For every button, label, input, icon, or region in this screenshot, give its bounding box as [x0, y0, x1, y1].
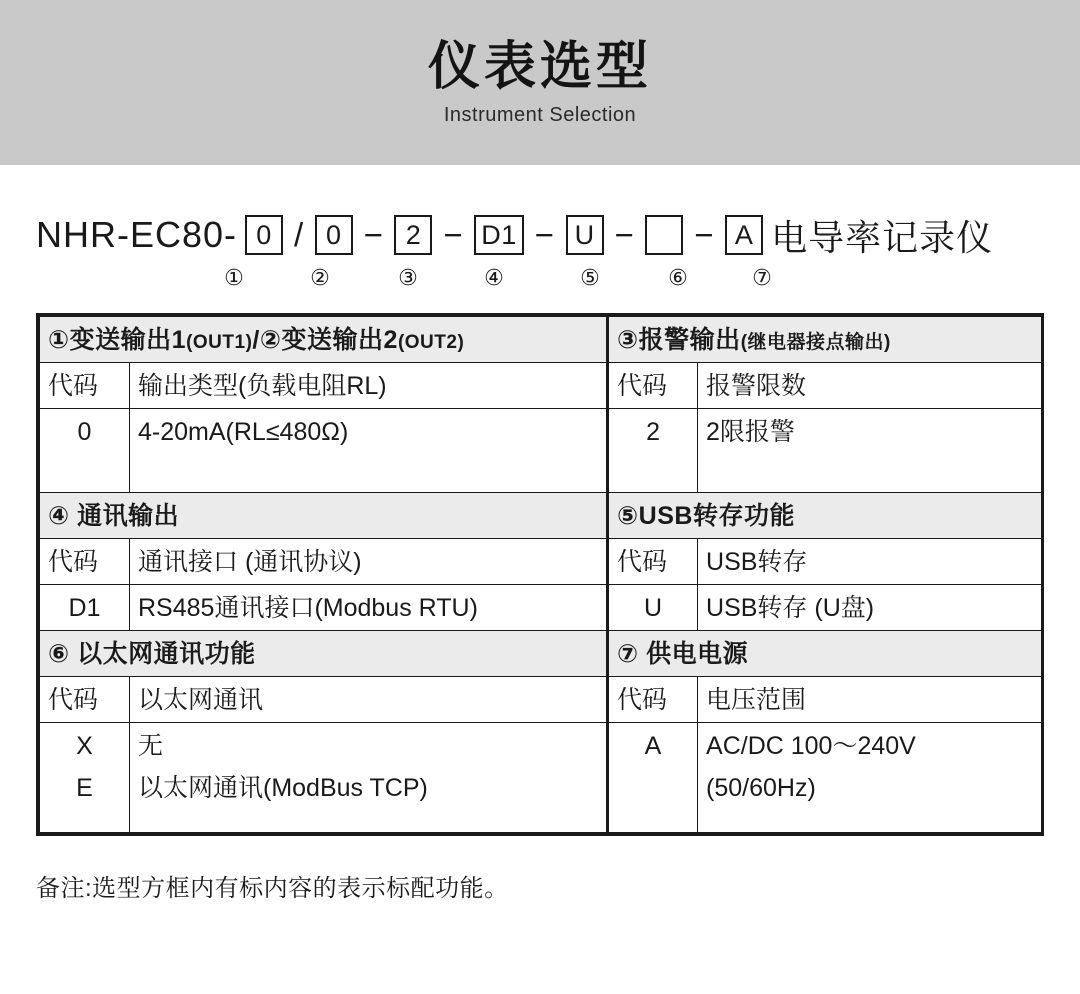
table-row — [40, 585, 1042, 631]
separator-4: − — [534, 216, 555, 253]
page-banner — [0, 0, 1080, 165]
cell-code-power-blank — [608, 769, 698, 833]
cell-value-comm: RS485通讯接口(Modbus RTU) — [130, 585, 608, 631]
col-head-code-7: 代码 — [608, 677, 698, 723]
marker-6: ⑥ — [668, 265, 688, 290]
table-row — [40, 493, 1042, 539]
code-box-4: D1 — [474, 215, 524, 255]
col-head-output-type: 输出类型(负载电阻RL) — [130, 363, 608, 409]
selection-table — [36, 313, 1044, 836]
col-head-code-1: 代码 — [40, 363, 130, 409]
section6-header: ⑥ 以太网通讯功能 — [40, 631, 608, 677]
section5-header: ⑤USB转存功能 — [608, 493, 1042, 539]
section4-header: ④ 通讯输出 — [40, 493, 608, 539]
cell-value-usb: USB转存 (U盘) — [698, 585, 1042, 631]
footer-note: 备注:选型方框内有标内容的表示标配功能。 — [36, 875, 509, 902]
marker-2: ② — [310, 265, 330, 290]
table-row — [40, 539, 1042, 585]
model-suffix: 电导率记录仪 — [771, 216, 994, 258]
marker-4: ④ — [484, 265, 504, 290]
cell-code-eth-x: X — [40, 723, 130, 769]
code-box-6 — [645, 215, 683, 255]
code-box-2: 0 — [315, 215, 353, 255]
marker-7: ⑦ — [752, 265, 772, 290]
col-head-code-5: 代码 — [608, 539, 698, 585]
table-row — [40, 769, 1042, 833]
table-row — [40, 631, 1042, 677]
table-row — [40, 317, 1042, 363]
page-title: 仪表选型 — [427, 38, 652, 97]
separator-2: − — [363, 216, 384, 253]
col-head-ethernet: 以太网通讯 — [130, 677, 608, 723]
separator-6: − — [694, 216, 715, 253]
col-head-code-6: 代码 — [40, 677, 130, 723]
model-code-line — [36, 207, 1080, 263]
code-box-3: 2 — [394, 215, 432, 255]
col-head-alarm-count: 报警限数 — [698, 363, 1042, 409]
col-head-comm-interface: 通讯接口 (通讯协议) — [130, 539, 608, 585]
cell-code-usb: U — [608, 585, 698, 631]
table-row — [40, 723, 1042, 769]
col-head-code-4: 代码 — [40, 539, 130, 585]
table-row — [40, 677, 1042, 723]
marker-5: ⑤ — [580, 265, 600, 290]
separator-3: − — [443, 216, 464, 253]
model-code-area — [0, 207, 1080, 307]
table-row — [40, 409, 1042, 493]
section3-header: ③报警输出(继电器接点输出) — [608, 317, 1042, 363]
marker-row — [36, 265, 1080, 291]
marker-3: ③ — [398, 265, 418, 290]
marker-1: ① — [224, 265, 244, 290]
model-prefix: NHR-EC80- — [36, 214, 238, 255]
separator-1: / — [294, 216, 304, 253]
col-head-code-3: 代码 — [608, 363, 698, 409]
page-subtitle: Instrument Selection — [443, 103, 637, 126]
cell-value-power-2: (50/60Hz) — [698, 769, 1042, 833]
code-box-5: U — [566, 215, 604, 255]
code-box-7: A — [725, 215, 763, 255]
section1-header: ①变送输出1(OUT1)/②变送输出2(OUT2) — [40, 317, 608, 363]
table-row — [40, 363, 1042, 409]
separator-5: − — [614, 216, 635, 253]
cell-value-eth-x: 无 — [130, 723, 608, 769]
cell-code-eth-e: E — [40, 769, 130, 833]
cell-value-power: AC/DC 100～240V — [698, 723, 1042, 769]
cell-value-alarm: 2限报警 — [698, 409, 1042, 493]
cell-code-power: A — [608, 723, 698, 769]
section7-header: ⑦ 供电电源 — [608, 631, 1042, 677]
col-head-usb: USB转存 — [698, 539, 1042, 585]
cell-value-out1: 4-20mA(RL≤480Ω) — [130, 409, 608, 493]
cell-value-eth-e: 以太网通讯(ModBus TCP) — [130, 769, 608, 833]
cell-code-alarm: 2 — [608, 409, 698, 493]
cell-code-comm: D1 — [40, 585, 130, 631]
col-head-voltage: 电压范围 — [698, 677, 1042, 723]
cell-code-out1: 0 — [40, 409, 130, 493]
code-box-1: 0 — [245, 215, 283, 255]
